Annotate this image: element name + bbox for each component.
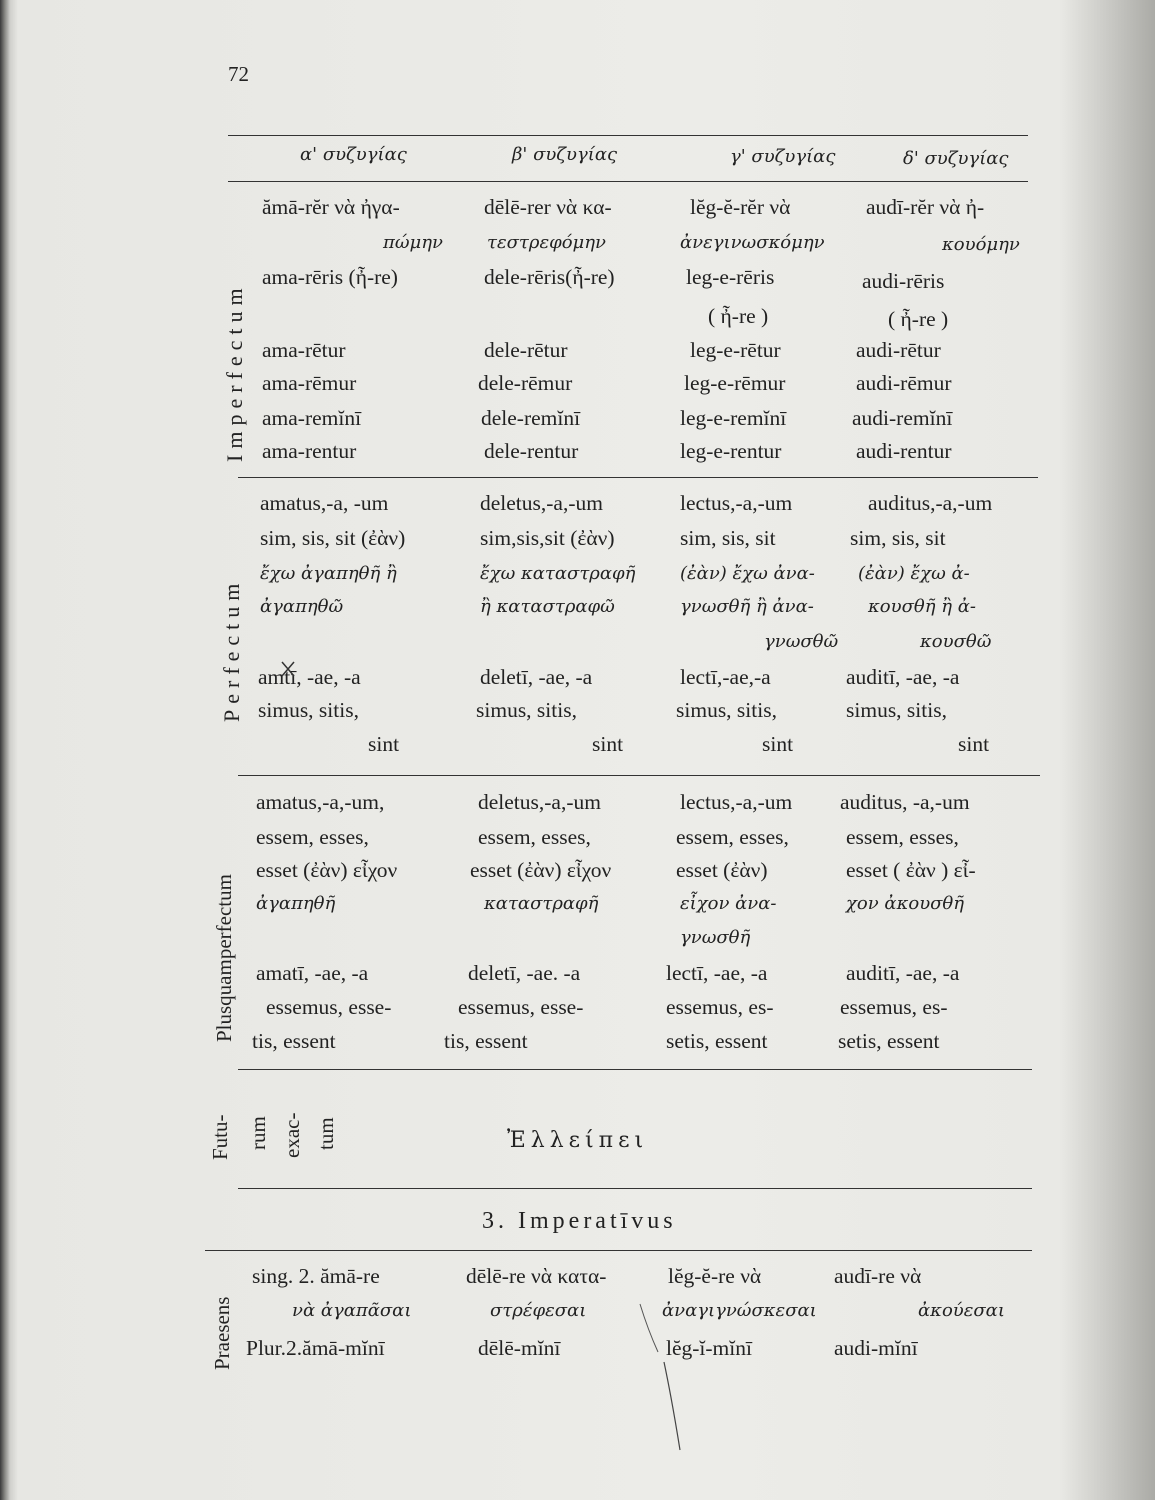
perf-col4-line: auditus,-a,-um [868, 491, 993, 515]
imperf-col2-line: dēlē-rer νὰ κα- [484, 195, 612, 219]
plusq-col3-line: lectus,-a,-um [680, 790, 793, 814]
imper-sing-line: dēlē-re νὰ κατα- [466, 1264, 607, 1288]
imperf-col4-line: audi-rentur [856, 439, 952, 463]
imper-sing-line: νὰ ἀγαπᾶσαι [292, 1300, 412, 1321]
header-col3: γ' συζυγίας [730, 146, 836, 167]
section-label-imperfectum: Imperfectum [222, 282, 247, 462]
imper-plur-line: lĕg-ĭ-mĭnī [666, 1336, 752, 1360]
perf-col1-line: amatus,-a, -um [260, 491, 389, 515]
imperf-col3-line: ἀνεγινωσκόμην [680, 232, 825, 253]
perf-col1-line: ἔχω ἀγαπηθῆ ἢ [260, 563, 397, 584]
imperf-col4-line: audi-rēmur [856, 371, 952, 395]
plusq-col3-line: εἶχον ἀνα- [680, 893, 777, 914]
plusq-col3-line: essem, esses, [676, 825, 789, 849]
perf-col3-line: sint [762, 732, 794, 756]
imperf-col2-line: dele-remĭnī [481, 406, 581, 430]
imperf-col3-line: ( ἦ-re ) [708, 304, 769, 328]
perf-col3-line: lectus,-a,-um [680, 491, 793, 515]
imperf-col4-line: audi-rēris [862, 269, 945, 293]
plusq-col1-line: tis, essent [252, 1029, 336, 1053]
imperf-col3-line: leg-e-rentur [680, 439, 782, 463]
imper-plur-line: audi-mĭnī [834, 1336, 918, 1360]
plusq-col3-line: lectī, -ae, -a [666, 961, 768, 985]
section-label-futurum-l1: Futu- [208, 1114, 232, 1160]
plusq-col2-line: esset (ἐὰν) εἶχον [470, 858, 612, 882]
plusq-col3-line: essemus, es- [666, 995, 774, 1019]
perf-col4-line: sim, sis, sit [850, 526, 946, 550]
imperf-col3-line: leg-e-rēmur [684, 371, 786, 395]
plusq-col1-line: esset (ἐὰν) εἶχον [256, 858, 398, 882]
perf-col4-line: κουσθῆ ἢ ἀ- [868, 596, 976, 617]
perf-col4-line: κουσθῶ [920, 631, 992, 652]
futurum-exactum-text: Ἐλλείπει [507, 1128, 649, 1153]
perf-col1-line: amtī, -ae, -a [258, 665, 361, 689]
plusq-col3-line: setis, essent [666, 1029, 768, 1053]
imperf-col2-line: dele-rēris(ἦ-re) [484, 265, 615, 289]
plusq-col1-line: essemus, esse- [266, 995, 392, 1019]
imperf-col4-line: ( ἦ-re ) [888, 307, 949, 331]
imperf-col4-line: κουόμην [942, 234, 1020, 255]
imperf-col3-line: leg-e-rētur [690, 338, 781, 362]
plusq-col1-line: amatī, -ae, -a [256, 961, 369, 985]
perf-col1-line: sint [368, 732, 400, 756]
plusq-col2-line: essem, esses, [478, 825, 591, 849]
imper-sing-line: στρέφεσαι [490, 1300, 587, 1321]
perf-col2-line: simus, sitis, [476, 698, 577, 722]
perf-col4-line: (ἐὰν) ἔχω ἀ- [858, 563, 970, 584]
perf-col3-line: (ἐὰν) ἔχω ἀνα- [680, 563, 815, 584]
perf-col3-line: sim, sis, sit [680, 526, 776, 550]
plusq-col1-line: essem, esses, [256, 825, 369, 849]
perf-col2-line: ἔχω καταστραφῆ [480, 563, 636, 584]
perf-col2-line: sint [592, 732, 624, 756]
plusq-col3-line: esset (ἐὰν) [676, 858, 768, 882]
imperf-col1-line: ama-rēris (ἦ-re) [262, 265, 398, 289]
imper-sing-line: ἀναγιγνώσκεσαι [662, 1300, 817, 1321]
plusq-col2-line: καταστραφῆ [484, 893, 599, 914]
section-title-imperativus: 3. Imperatīvus [482, 1208, 677, 1234]
imperf-col4-line: audī-rĕr νὰ ἠ- [866, 195, 985, 219]
imperf-col1-line: ama-remĭnī [262, 406, 362, 430]
plusq-col4-line: essemus, es- [840, 995, 948, 1019]
imper-sing-line: sing. 2. ămā-re [252, 1264, 380, 1288]
plusq-col4-line: esset ( ἐὰν ) εἶ- [846, 858, 976, 882]
section-label-plusquamperfectum: Plusquamperfectum [212, 874, 236, 1042]
imper-plur-line: dēlē-mĭnī [478, 1336, 561, 1360]
perf-col2-line: ἢ καταστραφῶ [480, 596, 615, 617]
header-col4: δ' συζυγίας [903, 148, 1009, 169]
plusq-col4-line: setis, essent [838, 1029, 940, 1053]
plusq-col4-line: χον ἀκουσθῆ [846, 893, 965, 914]
perf-col4-line: auditī, -ae, -a [846, 665, 960, 689]
imperf-col4-line: audi-remĭnī [852, 406, 953, 430]
imperf-col1-line: ama-rētur [262, 338, 346, 362]
plusq-col2-line: essemus, esse- [458, 995, 584, 1019]
perf-col1-line: ἀγαπηθῶ [260, 596, 344, 617]
plusq-col4-line: auditus, -a,-um [840, 790, 970, 814]
perf-col2-line: sim,sis,sit (ἐὰν) [480, 526, 615, 550]
plusq-col3-line: γνωσθῆ [680, 927, 751, 948]
perf-col2-line: deletus,-a,-um [480, 491, 603, 515]
plusq-col1-line: amatus,-a,-um, [256, 790, 385, 814]
section-label-futurum-l4: tum [314, 1117, 338, 1150]
perf-col1-line: simus, sitis, [258, 698, 359, 722]
imper-plur-line: Plur.2.ămā-mĭnī [246, 1336, 385, 1360]
imperf-col1-line: πώμην [383, 232, 443, 253]
imperf-col3-line: leg-e-rēris [686, 265, 775, 289]
plusq-col2-line: tis, essent [444, 1029, 528, 1053]
plusq-col2-line: deletus,-a,-um [478, 790, 601, 814]
section-label-perfectum: Perfectum [219, 577, 244, 722]
imper-sing-line: lĕg-ĕ-re νὰ [668, 1264, 762, 1288]
imper-sing-line: ἀκούεσαι [918, 1300, 1005, 1321]
plusq-col1-line: ἀγαπηθῆ [256, 893, 336, 914]
imperf-col1-line: ama-rēmur [262, 371, 357, 395]
plusq-col4-line: auditī, -ae, -a [846, 961, 960, 985]
section-label-praesens: Praesens [210, 1296, 234, 1370]
section-label-futurum-l2: rum [246, 1116, 270, 1150]
imperf-col2-line: dele-rētur [484, 338, 568, 362]
perf-col3-line: γνωσθῶ [764, 631, 839, 652]
imperf-col1-line: ama-rentur [262, 439, 357, 463]
perf-col1-line: sim, sis, sit (ἐὰν) [260, 526, 406, 550]
imperf-col1-line: ămā-rĕr νὰ ἠγα- [262, 195, 400, 219]
perf-col2-line: deletī, -ae, -a [480, 665, 593, 689]
imperf-col4-line: audi-rētur [856, 338, 941, 362]
perf-col3-line: simus, sitis, [676, 698, 777, 722]
page-number: 72 [228, 62, 249, 86]
perf-col4-line: simus, sitis, [846, 698, 947, 722]
header-col2: β' συζυγίας [512, 144, 618, 165]
header-col1: α' συζυγίας [300, 144, 407, 165]
imper-sing-line: audī-re νὰ [834, 1264, 922, 1288]
plusq-col2-line: deletī, -ae. -a [468, 961, 581, 985]
perf-col4-line: sint [958, 732, 990, 756]
imperf-col2-line: dele-rēmur [478, 371, 573, 395]
plusq-col4-line: essem, esses, [846, 825, 959, 849]
perf-col3-line: γνωσθῆ ἢ ἀνα- [680, 596, 814, 617]
section-label-futurum-l3: exac- [280, 1112, 304, 1158]
imperf-col2-line: dele-rentur [484, 439, 579, 463]
perf-col3-line: lectī,-ae,-a [680, 665, 771, 689]
imperf-col3-line: leg-e-remĭnī [680, 406, 787, 430]
imperf-col2-line: τεστρεφόμην [487, 232, 606, 253]
imperf-col3-line: lĕg-ĕ-rĕr νὰ [690, 195, 791, 219]
